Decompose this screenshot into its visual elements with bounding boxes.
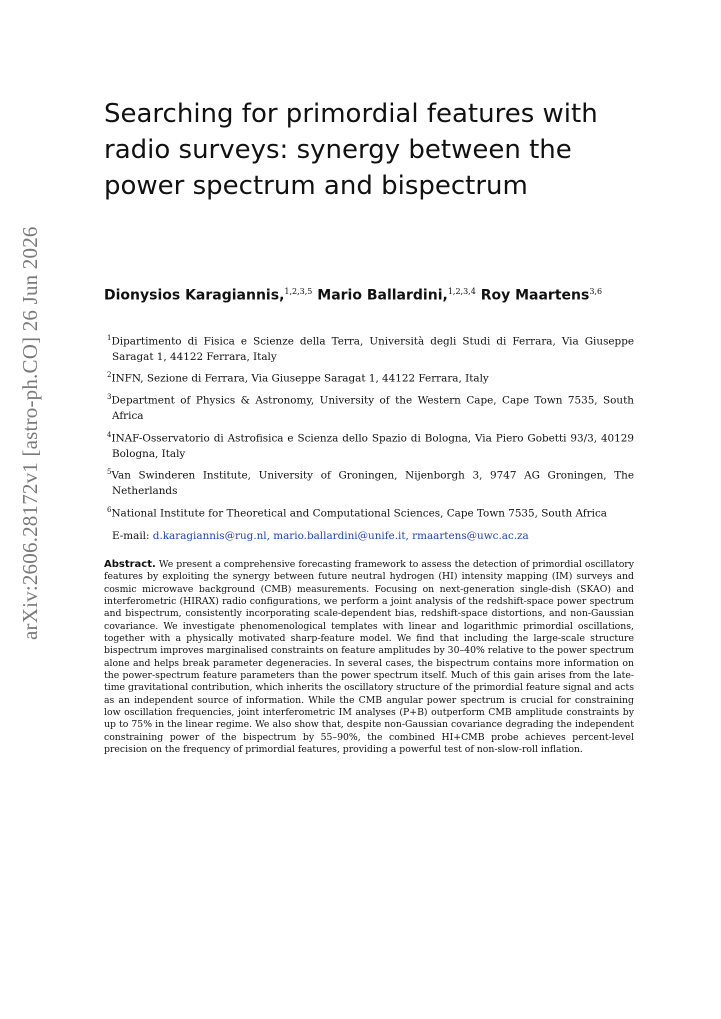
author-name: Dionysios Karagiannis, (104, 287, 285, 304)
affiliation-number: 5 (107, 468, 112, 477)
affiliation-number: 1 (107, 334, 112, 342)
author-affiliation-marks: 1,2,3,5 (284, 287, 313, 296)
affiliation-text: Van Swinderen Institute, University of Groningen, Nijenborgh 3, 9747 AG Groningen, The Netherlands (111, 469, 634, 498)
affiliation-text: Dipartimento di Fisica e Scienze della Terra, Università degli Studi di Ferrara, Via Giuseppe Saragat 1, 44122 Ferrara, Italy (111, 335, 634, 363)
email-link[interactable]: rmaartens@uwc.ac.za (412, 530, 529, 542)
affiliation (104, 331, 634, 365)
affiliation-number: 2 (107, 371, 112, 380)
affiliation (104, 465, 634, 499)
author-name: Mario Ballardini, (317, 287, 448, 304)
author-affiliation-marks: 3,6 (589, 287, 603, 296)
affiliation-text: Department of Physics & Astronomy, University of the Western Cape, Cape Town 7535, South Africa (111, 394, 634, 423)
abstract-label: Abstract. (104, 559, 156, 570)
email-label: E-mail: (112, 530, 150, 542)
affiliation (104, 503, 634, 522)
affiliation-text: National Institute for Theoretical and Computational Sciences, Cape Town 7535, South Africa (111, 507, 607, 520)
email-link[interactable]: d.karagiannis@rug.nl, (152, 530, 270, 542)
affiliation-number: 4 (107, 430, 112, 439)
affiliation (104, 428, 634, 462)
abstract-text: We present a comprehensive forecasting framework to assess the detection of primordial oscillatory features by exploiting the synergy between future neutral hydrogen (HI) intensity mapping (IM) surveys and cosmic microwave background (CMB) measurements. Focusing on next-generation single-dish (SKAO) and interferometric (HIRAX) radio configurations, we perform a joint analysis of the redshift-space power spectrum and bispectrum, consistently incorporating scale-dependent bias, redshift-space distortions, and non-Gaussian covariance. We investigate phenomenological templates with linear and logarithmic primordial oscillations, together with a physically motivated sharp-feature model. We find that including the large-scale structure bispectrum improves marginalised constraints on feature amplitudes by 30–40% relative to the power spectrum alone and helps break parameter degeneracies. In several cases, the bispectrum contains more information on the power-spectrum feature parameters than the power spectrum itself. Much of this gain arises from the late-time gravitational contribution, which inherits the oscillatory structure of the primordial feature signal and acts as an independent source of information. While the CMB angular power spectrum is crucial for constraining low oscillation frequencies, joint interferometric IM analyses (P+B) outperform CMB amplitude constraints by up to 75% in the linear regime. We also show that, despite non-Gaussian covariance degrading the independent constraining power of the bispectrum by 55–90%, the combined HI+CMB probe achieves percent-level precision on the frequency of primordial features, providing a powerful test of non-slow-roll inflation. (104, 559, 634, 756)
email-line (112, 530, 529, 542)
author-name: Roy Maartens (480, 287, 590, 304)
affiliation-text: INFN, Sezione di Ferrara, Via Giuseppe Saragat 1, 44122 Ferrara, Italy (111, 372, 489, 385)
affiliation (104, 390, 634, 424)
affiliation-list (104, 331, 634, 525)
affiliation (104, 368, 634, 387)
author-affiliation-marks: 1,2,3,4 (447, 287, 476, 296)
abstract (104, 559, 634, 757)
paper-title: Searching for primordial features with radio surveys: synergy between the power spectrum and bispectrum (104, 99, 598, 201)
affiliation-number: 6 (107, 505, 112, 514)
affiliation-text: INAF-Osservatorio di Astrofisica e Scienza dello Spazio di Bologna, Via Piero Gobetti 93/3, 40129 Bologna, Italy (111, 432, 634, 460)
email-link[interactable]: mario.ballardini@unife.it, (273, 530, 409, 542)
affiliation-number: 3 (107, 393, 112, 402)
author-list (104, 282, 644, 306)
arxiv-identifier-stamp[interactable]: arXiv:2606.28172v1 [astro-ph.CO] 26 Jun 2026 (18, 226, 42, 640)
